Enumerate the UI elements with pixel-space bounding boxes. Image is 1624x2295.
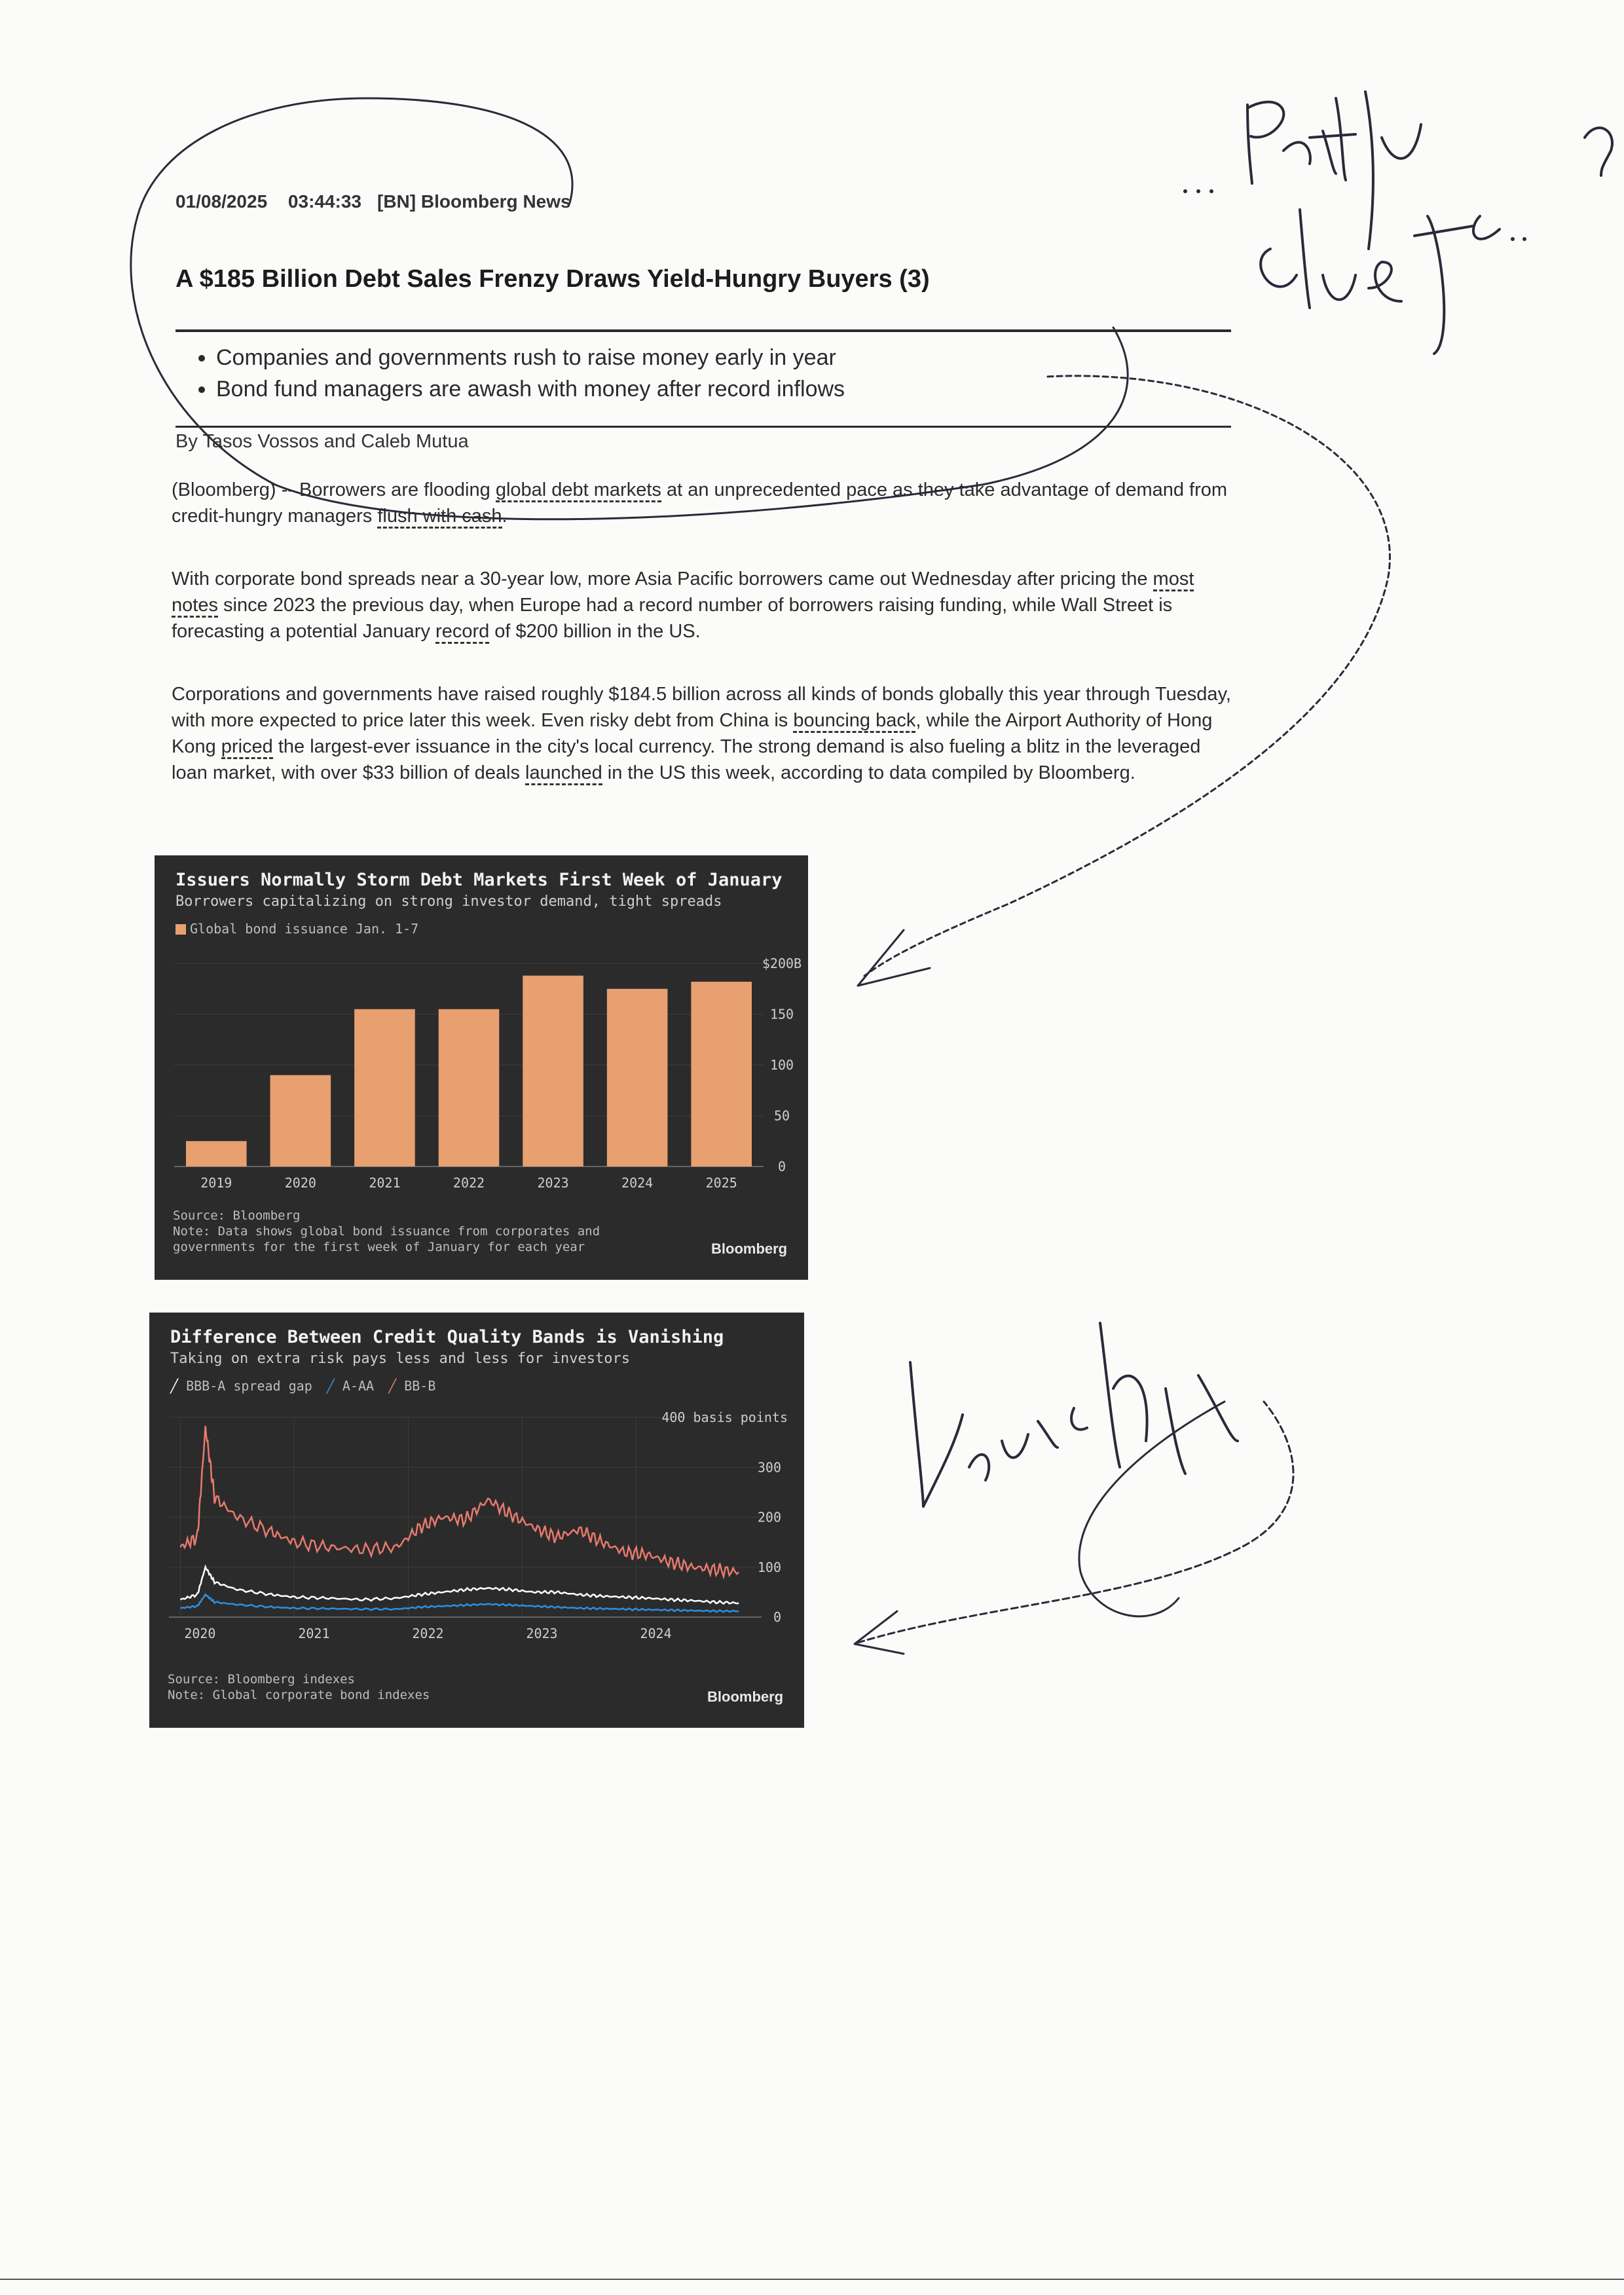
handwriting-dots [1209,189,1213,193]
x-tick-label: 2024 [621,1175,654,1191]
chart-source: Source: Bloomberg indexes [168,1672,355,1687]
handwriting-partly [1247,92,1421,249]
x-tick-label: 2025 [705,1175,737,1191]
line-chart-svg [149,1313,804,1728]
bar-2025 [691,982,752,1166]
bar-2024 [607,989,668,1166]
y-tick-label: 150 [769,1006,794,1022]
bloomberg-logo: Bloomberg [711,1241,788,1257]
x-tick-label: 2021 [298,1626,330,1641]
link-launched[interactable]: launched [525,762,602,785]
bullet-item: • Bond fund managers are awash with money after record inflows [216,373,845,405]
credit-spread-chart [149,1313,804,1728]
legend-label: BBB-A spread gap [186,1378,312,1394]
bar-2019 [186,1141,247,1166]
link-priced[interactable]: priced [221,736,273,759]
x-tick-label: 2023 [537,1175,569,1191]
series-line-bb-b [180,1426,739,1577]
x-tick-label: 2024 [640,1626,672,1641]
paragraph-1: (Bloomberg) -- Borrowers are flooding global debt markets at an unprecedented pace as they take advantage of demand from credit-hungry managers flush with cash. [172,477,1232,529]
x-tick-label: 2022 [412,1626,444,1641]
paragraph-3: Corporations and governments have raised roughly $184.5 billion across all kinds of bonds globally this year through Tuesday, with more expected to price later this week. Even risky debt from China is bouncing back, while the Airport Authority of Hong Kong priced the largest-ever issuance in the city's local currency. The strong demand is also fueling a blitz in the leveraged loan market, with over $33 billion of deals launched in the US this week, according to data compiled by Bloomberg. [172,681,1232,786]
chart-source: Source: Bloomberg [173,1208,301,1223]
bullet-item: • Companies and governments rush to raise money early in year [216,342,845,373]
handwriting-dots [1511,237,1515,241]
legend-line-icon: ╱ [388,1378,397,1394]
legend-label: Global bond issuance Jan. 1-7 [190,921,419,937]
article-time: 03:44:33 [287,191,362,212]
legend-line-icon: ╱ [170,1378,179,1394]
handwriting-due-to [1261,210,1500,354]
series-line-bbb-a [180,1567,739,1603]
link-most-notes[interactable]: most notes [172,569,1194,618]
legend-label: BB-B [404,1378,436,1394]
x-tick-label: 2023 [526,1626,558,1641]
article-source: [BN] Bloomberg News [377,191,571,212]
arrowhead-icon [855,1611,904,1654]
y-tick-label: 400 basis points [661,1409,788,1425]
x-tick-label: 2021 [369,1175,401,1191]
link-flush-with-cash[interactable]: flush with cash [377,506,502,529]
circle-annotation [131,98,1128,519]
headline: A $185 Billion Debt Sales Frenzy Draws Yield-Hungry Buyers (3) [175,265,930,293]
bar-2022 [439,1009,500,1166]
chart-subtitle: Borrowers capitalizing on strong investor demand, tight spreads [175,893,722,910]
chart-title: Difference Between Credit Quality Bands is Vanishing [170,1327,724,1347]
y-tick-label: 100 [769,1057,794,1073]
y-tick-label: $200B [762,956,802,971]
handwriting-question-mark [1585,128,1612,176]
y-tick-label: 300 [757,1459,781,1476]
handwriting-vanishing [910,1323,1238,1506]
bar-2023 [523,976,583,1166]
link-global-debt-markets[interactable]: global debt markets [496,479,661,502]
link-bouncing-back[interactable]: bouncing back [793,710,915,733]
handwriting-dots [1522,237,1526,241]
headline-rule [175,329,1231,332]
handwriting-dots [1183,189,1187,193]
chart-note: Note: Global corporate bond indexes [168,1688,430,1702]
chart-subtitle: Taking on extra risk pays less and less for investors [170,1351,630,1367]
y-tick-label: 200 [757,1509,781,1525]
byline-rule [175,426,1231,428]
bar-2020 [270,1075,331,1167]
paragraph-2: With corporate bond spreads near a 30-year low, more Asia Pacific borrowers came out Wednesday after pricing the most notes since 2023 the previous day, when Europe had a record number of borrowers raising funding, while Wall Street is forecasting a potential January record of $200 billion in the US. [172,566,1232,644]
x-tick-label: 2019 [200,1175,232,1191]
link-record[interactable]: record [435,621,489,644]
chart-note: Note: Data shows global bond issuance from corporates and governments for the first week of January for each year [173,1224,600,1254]
bloomberg-logo: Bloomberg [707,1689,784,1705]
y-tick-label: 50 [773,1108,790,1124]
y-tick-label: 0 [777,1159,786,1174]
legend-line-icon: ╱ [326,1378,335,1394]
byline: By Tasos Vossos and Caleb Mutua [175,431,469,452]
dateline [175,191,587,212]
bond-issuance-chart [155,855,808,1280]
article-date: 01/08/2025 [175,191,268,212]
arrow-annotation [864,376,1390,976]
series-line-a-aa [180,1594,739,1612]
summary-bullets [190,342,845,405]
x-tick-label: 2020 [184,1626,216,1641]
bar-2021 [354,1009,415,1166]
arrow-annotation [858,1402,1293,1643]
y-tick-label: 100 [757,1559,781,1575]
arrowhead-icon [858,930,930,986]
chart-title: Issuers Normally Storm Debt Markets First Week of January [175,870,783,890]
x-tick-label: 2020 [284,1175,316,1191]
x-tick-label: 2022 [452,1175,485,1191]
loop-annotation [1079,1402,1225,1616]
legend-label: A-AA [342,1378,375,1394]
handwriting-dots [1196,189,1200,193]
y-tick-label: 0 [773,1609,781,1625]
